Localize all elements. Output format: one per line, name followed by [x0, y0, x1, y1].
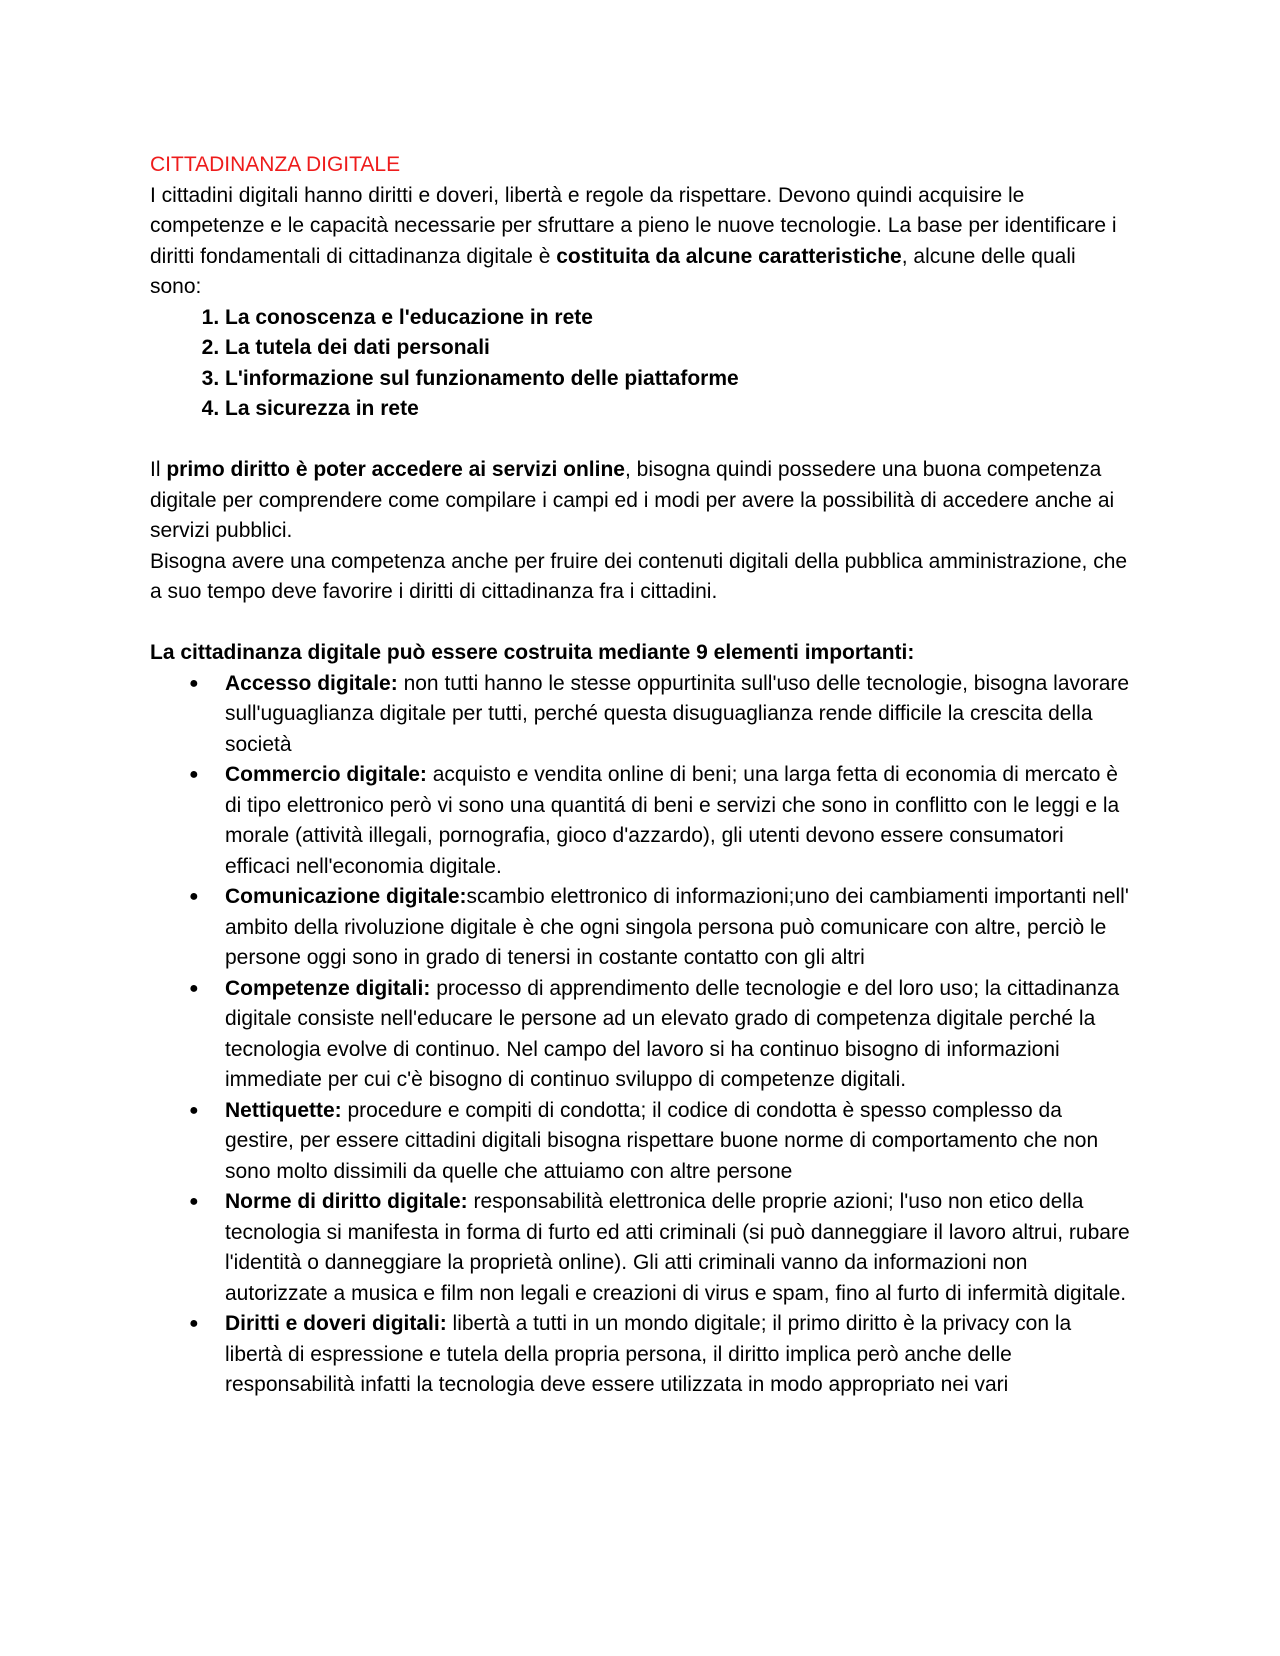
features-list	[150, 303, 1130, 425]
element-text: scambio elettronico di informazioni;uno dei cambiamenti importanti nell' ambito della rivoluzione digitale è che ogni singola persona può comunicare con altre, perciò le persone oggi sono in grado di tenersi in costante contatto con gli altri	[225, 885, 1129, 969]
intro-paragraph	[150, 181, 1130, 303]
list-item	[189, 1309, 1130, 1401]
access-text-end: , bisogna quindi possedere una buona competenza digitale per comprendere come compilare i campi ed i modi per avere la possibilità di accedere anche ai servizi pubblici.	[150, 458, 1115, 542]
bullet-icon: ●	[189, 1193, 199, 1210]
element-text: processo di apprendimento delle tecnologie e del loro uso; la cittadinanza digitale consiste nell'educare le persone ad un elevato grado di competenza digitale perché la tecnologia evolve di continuo. Nel campo del lavoro si ha continuo bisogno di informazioni immediate per cui c'è bisogno di continuo sviluppo di competenze digitali.	[225, 976, 1120, 1091]
feature-item: 3. L'informazione sul funzionamento delle piattaforme	[225, 364, 1130, 395]
bullet-icon: ●	[189, 766, 199, 783]
element-text: responsabilità elettronica delle proprie azioni; l'uso non etico della tecnologia si manifesta in forma di furto ed atti criminali (si può danneggiare il lavoro altrui, rubare l'identità o danneggiare la proprietà online). Gli atti criminali vanno da informazioni non autorizzate a musica e film non legali e creazioni di virus e spam, fino al furto di infermità digitale.	[225, 1190, 1130, 1305]
element-term: Norme di diritto digitale:	[225, 1190, 468, 1213]
bullet-icon: ●	[189, 888, 199, 905]
element-text: non tutti hanno le stesse oppurtinita sull'uso delle tecnologie, bisogna lavorare sull'uguaglianza digitale per tutti, perché questa disuguaglianza rende difficile la crescita della società	[225, 671, 1130, 756]
intro-text-end: , alcune delle quali sono:	[150, 244, 1076, 298]
bullet-icon: ●	[189, 979, 199, 997]
intro-text: I cittadini digitali hanno diritti e doveri, libertà e regole da rispettare. Devono quindi acquisire le competenze e le capacità necessarie per sfruttare a pieno le nuove tecnologie. La base per identificare i diritti fondamentali di cittadinanza digitale è	[150, 183, 1117, 268]
feature-item: 2. La tutela dei dati personali	[225, 333, 1130, 364]
spacer	[150, 425, 1130, 456]
feature-item: 4. La sicurezza in rete	[225, 394, 1130, 425]
elements-heading	[150, 638, 1130, 669]
intro-bold: costituita da alcune caratteristiche	[556, 244, 902, 268]
document-title: CITTADINANZA DIGITALE	[150, 153, 401, 176]
feature-item: 1. La conoscenza e l'educazione in rete	[225, 303, 1130, 334]
public-admin-paragraph: Bisogna avere una competenza anche per fruire dei contenuti digitali della pubblica amministrazione, che a suo tempo deve favorire i diritti di cittadinanza fra i cittadini.	[150, 549, 1128, 603]
access-text: Il	[150, 458, 167, 481]
list-item	[189, 1096, 1130, 1188]
element-term: Diritti e doveri digitali:	[225, 1312, 447, 1335]
spacer	[150, 608, 1130, 639]
element-term: Nettiquette:	[225, 1098, 342, 1122]
element-term: Commercio digitale:	[225, 763, 427, 786]
element-term: Competenze digitali:	[225, 976, 431, 1000]
bullet-icon: ●	[189, 674, 199, 692]
bullet-icon: ●	[189, 1315, 199, 1332]
elements-heading-text: La cittadinanza digitale può essere costruita mediante 9 elementi importanti:	[150, 641, 915, 664]
list-item	[189, 1187, 1130, 1309]
element-text: acquisto e vendita online di beni; una larga fetta di economia di mercato è di tipo elettronico però vi sono una quantitá di beni e servizi che sono in conflitto con le leggi e la morale (attività illegali, pornografia, gioco d'azzardo), gli utenti devono essere consumatori efficaci nell'economia digitale.	[225, 763, 1120, 878]
list-item	[189, 669, 1130, 761]
bullet-icon: ●	[189, 1101, 199, 1119]
access-bold: primo diritto è poter accedere ai servizi online	[166, 458, 625, 481]
access-paragraph	[150, 455, 1130, 547]
elements-list	[150, 669, 1130, 1401]
list-item	[189, 882, 1130, 974]
document-page	[150, 150, 1130, 1401]
list-item	[189, 974, 1130, 1096]
element-term: Comunicazione digitale:	[225, 885, 467, 908]
element-text: libertà a tutti in un mondo digitale; il primo diritto è la privacy con la libertà di espressione e tutela della propria persona, il diritto implica però anche delle responsabilità infatti la tecnologia deve essere utilizzata in modo appropriato nei vari	[225, 1312, 1072, 1396]
element-term: Accesso digitale:	[225, 671, 398, 695]
element-text: procedure e compiti di condotta; il codice di condotta è spesso complesso da gestire, per essere cittadini digitali bisogna rispettare buone norme di comportamento che non sono molto dissimili da quelle che attuiamo con altre persone	[225, 1098, 1099, 1183]
list-item	[189, 760, 1130, 882]
